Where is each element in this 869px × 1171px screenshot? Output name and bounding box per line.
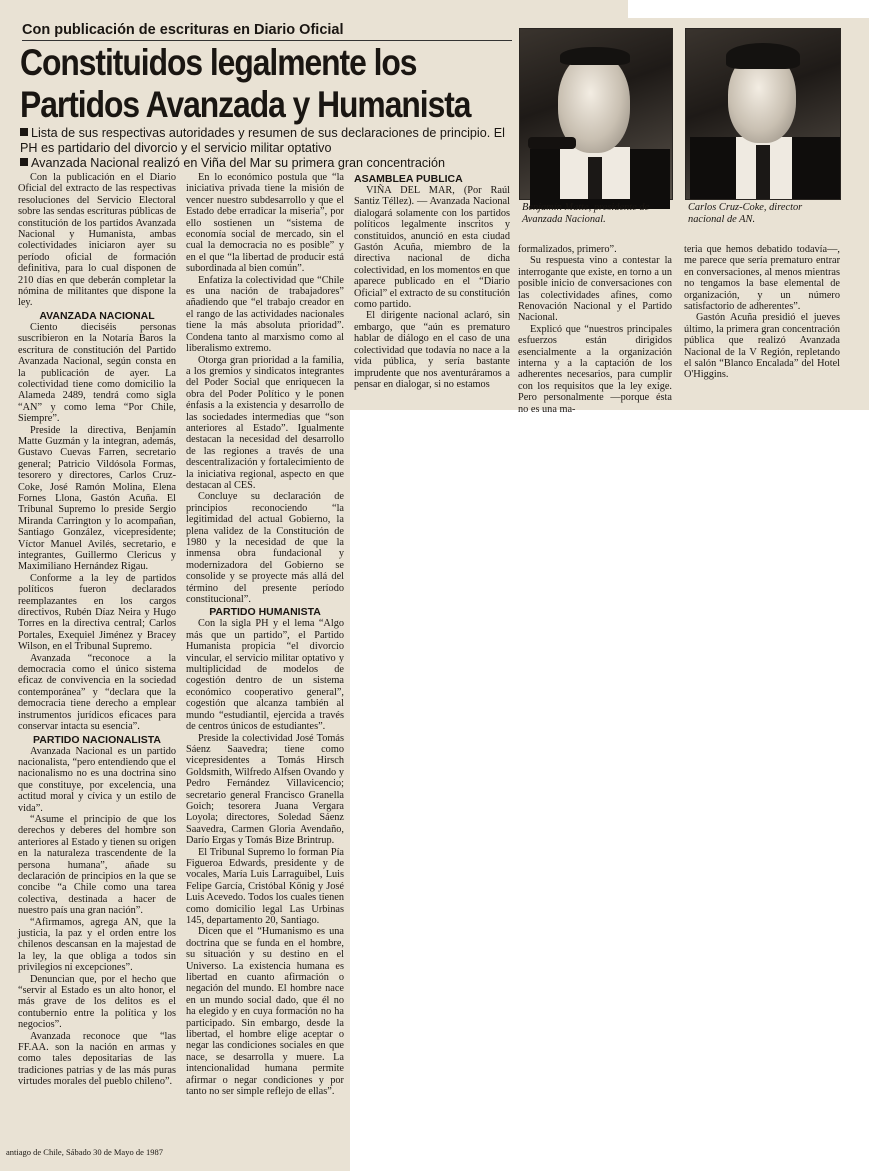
column-1 bbox=[18, 172, 176, 1147]
headline-line-2: Partidos Avanzada y Humanista bbox=[20, 84, 471, 125]
subhead: PARTIDO HUMANISTA bbox=[209, 606, 321, 619]
paragraph: Explicó que “nuestros principales esfuerzos están dirigidos esencialmente a la organización interna y a la captación de los adherentes necesarios, para cumplir con los requisitos que la ley exige. Pero personalmente —porque ésta no es una ma- bbox=[518, 323, 672, 415]
subhead: AVANZADA NACIONAL bbox=[39, 309, 155, 322]
paragraph: “Asume el principio de que los derechos y deberes del hombre son anteriores al Estado y tienen su origen en la naturaleza trascendente de la persona humana”, añade su declaración de principios en la que se concibe “a Chile como una tarea colectiva, destinada a hacer de nuestro país una gran nación”. bbox=[18, 813, 176, 917]
paragraph: Denuncian que, por el hecho que “servir al Estado es un alto honor, el más grave de los delitos es el contubernio entre la política y los negocios”. bbox=[18, 973, 176, 1031]
deck-line-2: Avanzada Nacional realizó en Viña del Mar su primera gran concentración bbox=[20, 156, 510, 171]
paragraph: El dirigente nacional aclaró, sin embargo, que “aún es prematuro hablar de diálogo en el caso de una colectividad que todavía no nace a la vida pública, y sería bastante imprudente que nos aventuráramos a pensar en dialogar, si no estamos bbox=[354, 310, 510, 390]
column-4 bbox=[518, 244, 672, 415]
subhead: ASAMBLEA PUBLICA bbox=[354, 173, 463, 185]
column-3 bbox=[354, 172, 510, 408]
paragraph: formalizados, primero”. bbox=[518, 244, 617, 255]
pipe-icon bbox=[528, 137, 576, 149]
deck bbox=[20, 126, 510, 171]
paragraph: Avanzada Nacional es un partido nacionalista, “pero entendiendo que el nacionalismo no es una doctrina sino que constituye, por excelencia, una actitud moral y cívica y un estilo de vida”. bbox=[18, 745, 176, 814]
paragraph: Conforme a la ley de partidos políticos fueron declarados reemplazantes en los cargos directivos, Rubén Díaz Neira y Hugo Torres en la directiva central; Carlos Portales, Exequiel Jiménez y Bracey Wilson, en el Tribunal Supremo. bbox=[18, 572, 176, 653]
kicker: Con publicación de escrituras en Diario Oficial bbox=[22, 22, 512, 41]
paragraph: Gastón Acuña presidió el jueves último, la primera gran concentración pública que realizó Avanzada Nacional de la V Región, repletando el salón “Blanco Encalada” del Hotel O'Higgins. bbox=[684, 312, 840, 381]
paragraph: Preside la colectividad José Tomás Sáenz Saavedra; tiene como vicepresidentes a Tomás Hirsch Goldsmith, Wilfredo Alfsen Ovando y Pedro Fernández Villavicencio; secretario general Francisco Granella Goich; tesorera Juana Vergara Loyola; directores, Soledad Sáenz Saavedra, Carmen Gloria Avendaño, Darío Ergas y Tomás Bize Brintrup. bbox=[186, 732, 344, 847]
photo-carlos-cruz-coke bbox=[685, 28, 841, 200]
clipping-corner-gap bbox=[628, 0, 869, 18]
paragraph: Otorga gran prioridad a la familia, a los gremios y sindicatos integrantes del Poder Social que enriquecen la obra del Poder Político y le ponen énfasis a la existencia y desarrollo de las sociedades intermedias que “son anteriores al Estado”. Igualmente destacan la necesidad del desarrollo de las regiones a través de una descentralización y fortalecimiento de la iniciativa regional, aspecto en que destacan al CES. bbox=[186, 354, 344, 491]
headline-line-1: Constituidos legalmente los bbox=[20, 42, 417, 83]
deck-line-1: Lista de sus respectivas autoridades y resumen de sus declaraciones de principio. El PH es partidario del divorcio y el servicio militar optativo bbox=[20, 126, 505, 155]
paragraph: Concluye su declaración de principios reconociendo “la legitimidad del actual Gobierno, la plena validez de la Constitución de 1980 y la necesidad de que la inmensa obra fundacional y modernizadora del Gobierno se consolide y se proyecte más allá del término del presente período constitucional”. bbox=[186, 491, 344, 606]
paragraph: Preside la directiva, Benjamín Matte Guzmán y la integran, además, Gustavo Cuevas Farren, secretario general; Patricio Vildósola Formas, tesorero y directores, Carlos Cruz-Coke, José Ramón Molina, Elena Fornes Llona, Gastón Acuña. El Tribunal Supremo lo preside Sergio Miranda Carrington y lo acompañan, Santiago González, vicepresidente; Víctor Manuel Avilés, secretario, e integrantes, Guillermo Clericus y Maximiliano Hernández Rigau. bbox=[18, 424, 176, 573]
headline bbox=[20, 42, 519, 126]
paragraph: Enfatiza la colectividad que “Chile es una nación de trabajadores” añadiendo que “el trabajo creador en el rango de las actividades nacionales tiene la más absoluta prioridad”. Condena tanto al marxismo como al liberalismo extremo. bbox=[186, 274, 344, 355]
paragraph: Dicen que el “Humanismo es una doctrina que se funda en el hombre, su situación y su destino en el Universo. La existencia humana es libertad en cuanto afirmación o negación del mundo. El hombre nace en un mundo social dado, que él no ha elegido y en cuya formación no ha participado. Sin embargo, desde la libertad, el hombre elige aceptar o negar las condiciones sociales en que nace, se desarrolla y muere. La intencionalidad humana permite afirmar o negar condiciones y por tanto no ser simple reflejo de ellas”. bbox=[186, 926, 344, 1098]
paragraph: Con la sigla PH y el lema “Algo más que un partido”, el Partido Humanista propicia “el divorcio vincular, el servicio militar optativo y multiplicidad de modelos de cogestión dentro de un sistema económico cooperativo general”, cogestión que alcanza también al mundo “estudiantil, ejercida a través de centros únicos de estudiantes”. bbox=[186, 618, 344, 733]
paragraph: teria que hemos debatido todavía—, me parece que sería prematuro entrar en conversaciones, al menos mientras no tengamos la base elemental de organización, y un número satisfactorio de adherentes”. bbox=[684, 244, 840, 313]
photo-caption-left: Benjamín Matte, presidente de Avanzada Nacional. bbox=[522, 202, 650, 225]
paragraph: Ciento dieciséis personas suscribieron en la Notaría Baros la escritura de constitución del Partido Avanzada Nacional, según consta en la publicación de ayer. La colectividad tiene como domicilio la Alameda 2489, tendrá como sigla “AN” y como lema “Por Chile, Siempre”. bbox=[18, 321, 176, 425]
paragraph: Avanzada reconoce que “las FF.AA. son la nación en armas y como tales depositarias de las tradiciones patrias y de las más puras virtudes morales del pueblo chileno”. bbox=[18, 1030, 176, 1088]
photo-benjamin-matte bbox=[519, 28, 673, 200]
paragraph: Su respuesta vino a contestar la interrogante que existe, en torno a un posible inicio de conversaciones con las colectividades afines, como Renovación Nacional y el Partido Nacional. bbox=[518, 255, 672, 324]
paragraph: Avanzada “reconoce a la democracia como el único sistema eficaz de convivencia en la sociedad contemporánea” y “declara que la democracia tiene derecho a emplear instrumentos jurídicos eficaces para conservar intacta su esencia”. bbox=[18, 652, 176, 733]
paragraph: En lo económico postula que “la iniciativa privada tiene la misión de vencer nuestro subdesarrollo y que el Estado debe erradicar la miseria”, por ello sostienen un “sistema de economía social de mercado, sin el cual la democracia no es posible” y en el que “la libertad de producir está subordinada al bien común”. bbox=[186, 172, 344, 275]
column-2 bbox=[186, 172, 344, 1147]
subhead: PARTIDO NACIONALISTA bbox=[33, 733, 161, 746]
paragraph: El Tribunal Supremo lo forman Pía Figueroa Edwards, presidente y de vocales, María Luis Larraguibel, Luis Felipe García, Cristóbal König y José Luis Acevedo. Todos los cuales tienen como domicilio legal Las Urbinas 145, departamento 20, Santiago. bbox=[186, 846, 344, 926]
photo-caption-right: Carlos Cruz-Coke, director nacional de AN. bbox=[688, 202, 803, 225]
column-5 bbox=[684, 244, 840, 408]
paragraph: Con la publicación en el Diario Oficial del extracto de las respectivas resoluciones del Servicio Electoral sobre las sendas escrituras públicas de constitución de los partidos Avanzada Nacional y Humanista, ambas colectividades iniciaron ayer su período oficial de formación definitiva, para lo cual disponen de 210 días en que deberán completar la nómina de militantes que dispone la ley. bbox=[18, 172, 176, 309]
footer-dateline: antiago de Chile, Sábado 30 de Mayo de 1987 bbox=[6, 1147, 163, 1157]
bullet-square-icon bbox=[20, 158, 28, 166]
paragraph: “Afirmamos, agrega AN, que la justicia, la paz y el orden entre los chilenos descansan en la majestad de la ley, la que obliga a todos sin privilegios ni excepciones”. bbox=[18, 916, 176, 974]
paragraph: VIÑA DEL MAR, (Por Raúl Santiz Téllez). — Avanzada Nacional dialogará solamente con los partidos políticos legalmente inscritos y constituidos, anunció en esta ciudad Gastón Acuña, miembro de la directiva nacional de dicha colectividad, en los momentos en que aparece publicado en el “Diario Oficial” el extracto de su constitución como partido. bbox=[354, 185, 510, 311]
bullet-square-icon bbox=[20, 128, 28, 136]
